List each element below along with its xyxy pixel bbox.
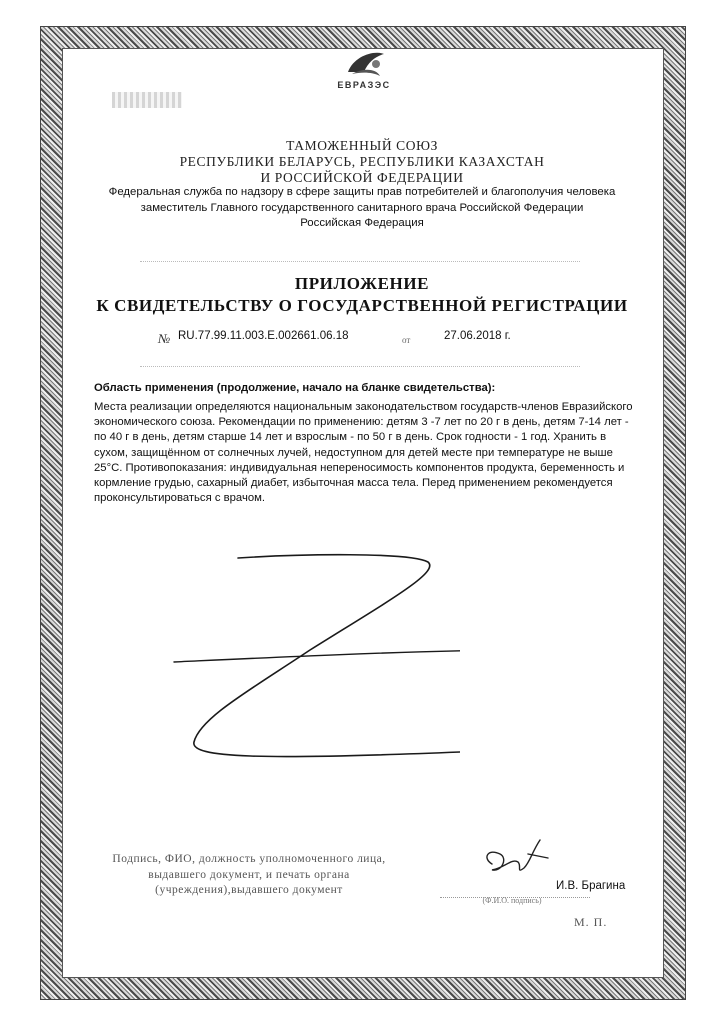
header-agency: Федеральная служба по надзору в сфере защиты прав потребителей и благополучия человека: [108, 186, 616, 198]
header-country: Российская Федерация: [300, 217, 424, 229]
number-sign: №: [158, 331, 171, 346]
header-line-2: РЕСПУБЛИКИ БЕЛАРУСЬ, РЕСПУБЛИКИ КАЗАХСТАН: [179, 154, 545, 169]
registration-date: 27.06.2018 г.: [444, 330, 511, 342]
header-line-3: И РОССИЙСКОЙ ФЕДЕРАЦИИ: [260, 170, 464, 185]
signature-under-label: (Ф.И.О. подпись): [482, 896, 542, 905]
scope-title: Область применения (продолжение, начало на бланке свидетельства):: [94, 382, 496, 394]
stamp-place-label: М. П.: [574, 915, 608, 929]
dotted-separator: [140, 366, 580, 367]
logo-text: ЕВРАЗЭС: [337, 80, 391, 90]
registration-number-row: [150, 330, 570, 350]
serial-pattern: [112, 92, 182, 108]
signer-name: И.В. Брагина: [556, 880, 626, 892]
signature-caption: Подпись, ФИО, должность уполномоченного лица, выдавшего документ, и печать органа (учреждения),выдавшего документ: [112, 853, 386, 896]
appendix-subtitle: К СВИДЕТЕЛЬСТВУ О ГОСУДАРСТВЕННОЙ РЕГИСТРАЦИИ: [96, 296, 628, 315]
z-strikeout-mark: [160, 540, 460, 770]
header-line-1: ТАМОЖЕННЫЙ СОЮЗ: [286, 138, 438, 153]
appendix-title: ПРИЛОЖЕНИЕ: [294, 274, 430, 293]
registration-number: RU.77.99.11.003.E.002661.06.18: [178, 330, 349, 342]
header-deputy: заместитель Главного государственного санитарного врача Российской Федерации: [140, 202, 584, 214]
handwritten-signature: [478, 828, 558, 888]
from-label: от: [402, 335, 411, 345]
dotted-separator: [140, 261, 580, 262]
scope-text: Места реализации определяются национальным законодательством государств-членов Евразийского экономического союза. Рекомендации по применению: детям 3 -7 лет по 20 г в день, детям 7-14 лет - по 40 г в день, детям старше 14 лет и взрослым - по 50 г в день. Срок годности - 1 год. Хранить в сухом, защищённом от солнечных лучей, недоступном для детей месте при температуре не выше 25°С. Противопоказания: индивидуальная непереносимость компонентов продукта, беременность и кормление грудью, сахарный диабет, избыточная масса тела. Перед применением рекомендуется проконсультироваться с врачом.: [94, 401, 633, 505]
